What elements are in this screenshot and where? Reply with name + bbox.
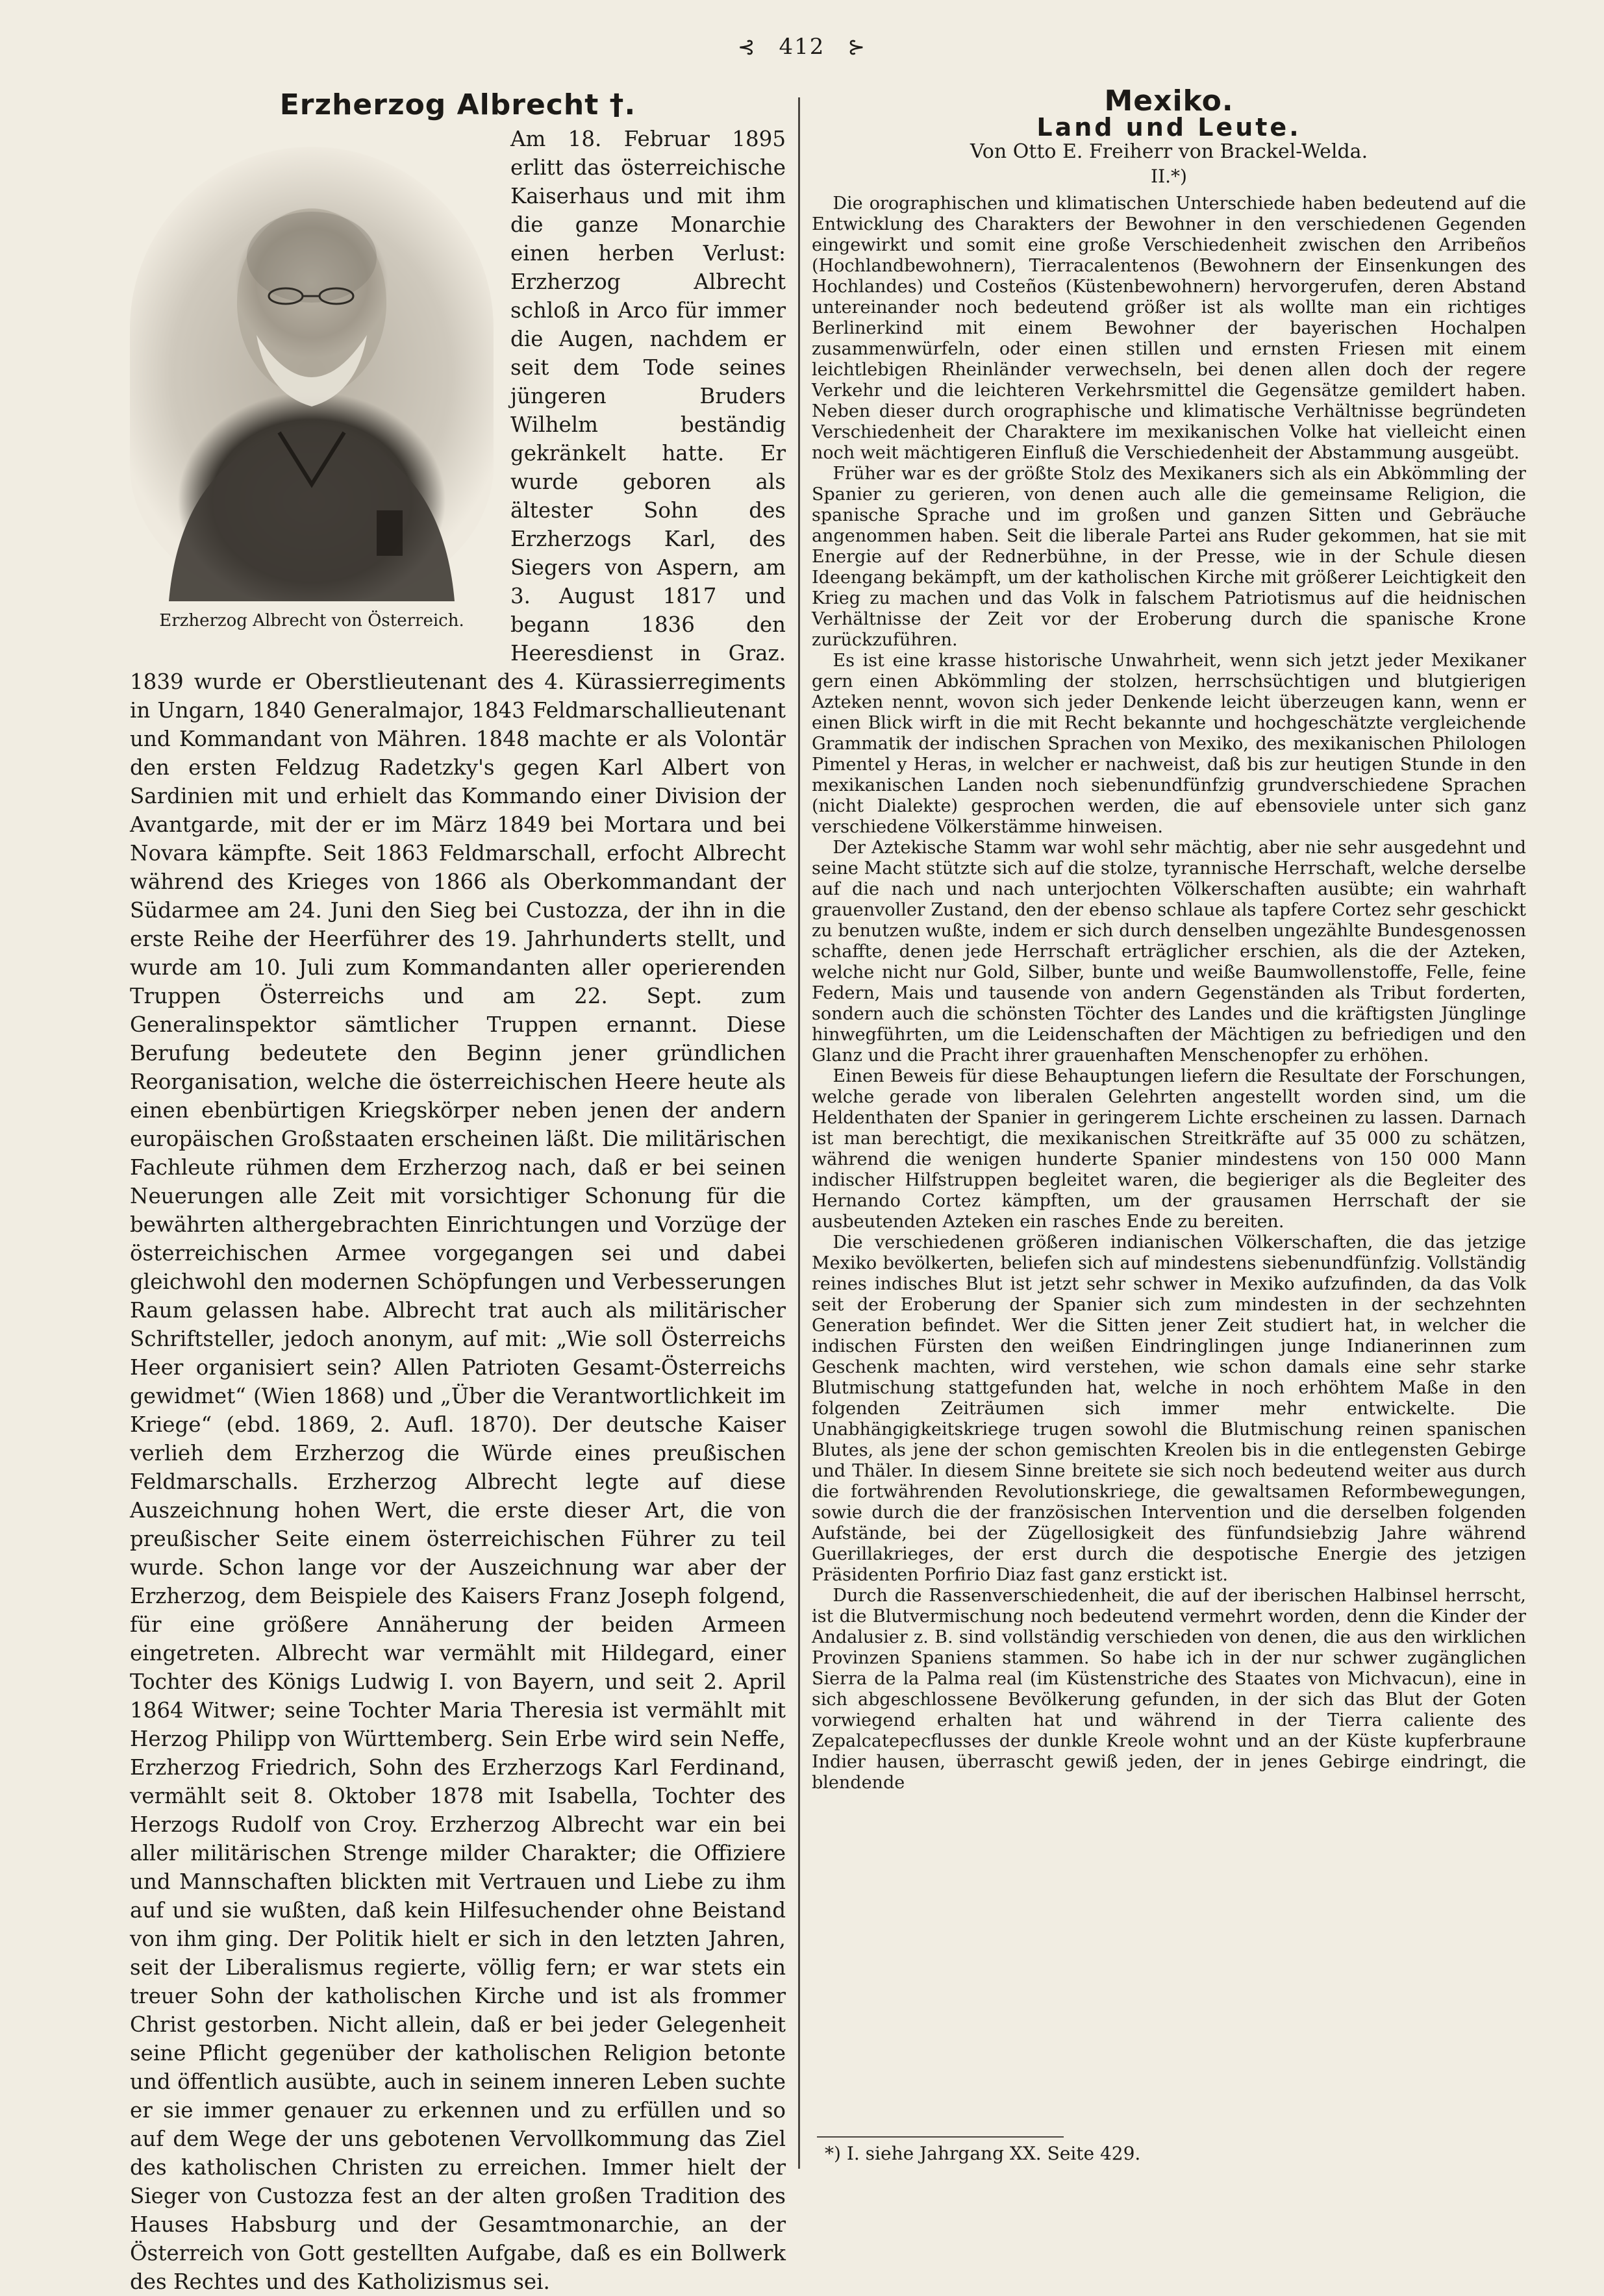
paragraph: Durch die Rassenverschiedenheit, die auf der iberischen Halbinsel herrscht, ist die Blutvermischung noch bedeutend vermehrt worden, denn die Kinder der Andalusier z. B. sind vollständig verschieden von denen, die aus den wirklichen Provinzen Spaniens stammen. So habe ich in der nur schwer zugänglichen Sierra de la Palma real (im Küstenstriche des Staates von Michvacun), eine in sich abgeschlossene Bevölkerung gefunden, in der sich das Blut der Goten vorwiegend erhalten hat und während in der Tierra caliente des Zepalcatepecflusses der dunkle Kreole wohnt und an der Küste kupferbraune Indier hausen, überrascht gewiß jeden, der in jenes Gebirge eindringt, die blendende xyxy=(812,1586,1526,1793)
paragraph: Die verschiedenen größeren indianischen Völkerschaften, die das jetzige Mexiko bevölkerten, beliefen sich auf mindestens siebenundfünfzig. Vollständig reines indisches Blut ist jetzt sehr schwer in Mexiko aufzufinden, da das Volk seit der Eroberung der Spanier sich zum mindesten in der sechzehnten Generation befindet. Wer die Sitten jener Zeit studiert hat, in welcher die indischen Fürsten den weißen Eindringlingen junge Indianerinnen zum Geschenk machten, wird verstehen, wie schon damals eine sehr starke Blutmischung stattgefunden hat, welche in noch erhöhtem Maße in den folgenden Zeiträumen sich immer mehr entwickelte. Die Unabhängigkeitskriege trugen sowohl die Blutmischung reinen spanischen Blutes, als jene der schon gemischten Kreolen bis in die entlegensten Gebirge und Thäler. In diesem Sinne breitete sie sich noch bedeutend weiter aus durch die fortwährenden Revolutionskriege, die gewaltsamen Reformbewegungen, sowie durch die der französischen Intervention und die derselben folgenden Aufstände, bei der Zügellosigkeit des fünfundsiebzig Jahre während Guerillakrieges, der erst durch die despotische Energie des jetzigen Präsidenten Porfirio Diaz fast ganz erstickt ist. xyxy=(812,1232,1526,1585)
paragraph: Der Aztekische Stamm war wohl sehr mächtig, aber nie sehr ausgedehnt und seine Macht stützte sich auf die stolze, tyrannische Herrschaft, welche derselbe auf die nach und nach unterjochten Völkerschaften ausübte; ein wahrhaft grauenvoller Zustand, den der ebenso schlaue als tapfere Cortez sehr geschickt zu benutzen wußte, indem er sich durch denselben ungezählte Bundesgenossen schaffte, denen jede Herrschaft erträglicher erschien, als die der Azteken, welche nicht nur Gold, Silber, bunte und weiße Baumwollenstoffe, Felle, feine Federn, Mais und tausende von andern Gegenständen als Tribut forderten, sondern auch die schönsten Töchter des Landes und die kräftigsten Jünglinge hinwegführten, um die Leidenschaften der Mächtigen zu befriedigen und den Glanz und die Pracht ihrer grauenhaften Menschenopfer zu erhöhen. xyxy=(812,838,1526,1066)
paragraph: Früher war es der größte Stolz des Mexikaners sich als ein Abkömmling der Spanier zu gerieren, von denen auch alle die gemeinsame Religion, die spanische Sprache und im großen und ganzen Sitten und Gebräuche angenommen haben. Seit die liberale Partei ans Ruder gekommen, hat sie mit Energie auf der Rednerbühne, in der Presse, wie in der Schule diesen Ideengang bekämpft, um der katholischen Kirche mit größerer Leichtigkeit den Krieg zu machen und das Volk in falschem Patriotismus auf die heidnischen Verhältnisse der Zeit vor der Eroberung durch die spanische Krone zurückzuführen. xyxy=(812,464,1526,650)
page-number: 412 xyxy=(779,34,825,60)
portrait-image xyxy=(130,147,494,601)
ornament-right-icon: ⊱ xyxy=(847,34,867,59)
left-article-body: Am 18. Februar 1895 erlitt das österreichische Kaiserhaus und mit ihm die ganze Monarchie einen herben Verlust: Erzherzog Albrecht schloß in Arco für immer die Augen, nachdem er seit dem Tode seines jüngeren Bruders Wilhelm beständig gekränkelt hatte. Er wurde geboren als ältester Sohn des Erzherzogs Karl, des Siegers von Aspern, am 3. August 1817 und begann 1836 den Heeresdienst in Graz. 1839 wurde er Oberstlieutenant des 4. Kürassierregiments in Ungarn, 1840 Generalmajor, 1843 Feldmarschallieutenant und Kommandant von Mähren. 1848 machte er als Volontär den ersten Feldzug Radetzky's gegen Karl Albert von Sardinien mit und erhielt das Kommando einer Division der Avantgarde, mit der er im März 1849 bei Mortara und bei Novara kämpfte. Seit 1863 Feldmarschall, erfocht Albrecht während des Krieges von 1866 als Oberkommandant der Südarmee am 24. Juni den Sieg bei Custozza, der ihn in die erste Reihe der Heerführer des 19. Jahrhunderts stellt, und wurde am 10. Juli zum Kommandanten aller operierenden Truppen Österreichs und am 22. Sept. zum Generalinspektor sämtlicher Truppen ernannt. Diese Berufung bedeutete den Beginn jener gründlichen Reorganisation, welche die österreichischen Heere heute als einen ebenbürtigen Kriegskörper neben jenen der andern europäischen Großstaaten erscheinen läßt. Die militärischen Fachleute rühmen dem Erzherzog nach, daß er bei seinen Neuerungen alle Zeit mit vorsichtiger Schonung für die bewährten althergebrachten Einrichtungen und Vorzüge der österreichischen Armee vorgegangen sei und dabei gleichwohl den modernen Schöpfungen und Verbesserungen Raum gelassen habe. Albrecht trat auch als militärischer Schriftsteller, jedoch anonym, auf mit: „Wie soll Österreichs Heer organisiert sein? Allen Patrioten Gesamt-Österreichs gewidmet“ (Wien 1868) und „Über die Verantwortlichkeit im Kriege“ (ebd. 1869, 2. Aufl. 1870). Der deutsche Kaiser verlieh dem Erzherzog die Würde eines preußischen Feldmarschalls. Erzherzog Albrecht legte auf diese Auszeichnung hohen Wert, die erste dieser Art, die von preußischer Seite einem österreichischen Führer zu teil wurde. Schon lange vor der Auszeichnung war aber der Erzherzog, dem Beispiele des Kaisers Franz Joseph folgend, für eine größere Annäherung der beiden Armeen eingetreten. Albrecht war vermählt mit Hildegard, einer Tochter des Königs Ludwig I. von Bayern, und seit 2. April 1864 Witwer; seine Tochter Maria Theresia ist vermählt mit Herzog Philipp von Württemberg. Sein Erbe wird sein Neffe, Erzherzog Friedrich, Sohn des Erzherzogs Karl Ferdinand, vermählt seit 8. Oktober 1878 mit Isabella, Tochter des Herzogs Rudolf von Croy. Erzherzog Albrecht war ein bei aller militärischen Strenge milder Charakter; die Offiziere und Mannschaften blickten mit Vertrauen und Liebe zu ihm auf und sie wußten, daß kein Hilfesuchender ohne Beistand von ihm ging. Der Politik hielt er sich in den letzten Jahren, seit der Liberalismus regierte, völlig fern; er war stets ein treuer Sohn der katholischen Kirche und ist als frommer Christ gestorben. Nicht allein, daß er bei jeder Gelegenheit seine Pflicht gegenüber der katholischen Religion betonte und öffentlich ausübte, auch in seinem inneren Leben suchte er sie immer genauer zu erkennen und zu erfüllen und so auf dem Wege der uns gebotenen Vervollkommung das Ziel des katholischen Christen zu erreichen. Immer hielt der Sieger von Custozza fest an der alten großen Tradition des Hauses Habsburg und der Gesamtmonarchie, an der Österreich von Gott gestellten Aufgabe, daß es ein Bollwerk des Rechtes und des Katholizismus sei. xyxy=(130,127,786,2294)
paragraph: Einen Beweis für diese Behauptungen liefern die Resultate der Forschungen, welche gerade von liberalen Gelehrten angestellt worden sind, um die Heldenthaten der Spanier in geringerem Lichte erscheinen zu lassen. Darnach ist man berechtigt, die mexikanischen Streitkräfte auf 35 000 zu schätzen, während die wenigen hunderte Spanier mindestens von 150 000 Mann indischer Hilfstruppen begleitet waren, die begieriger als die Begleiter des Hernando Cortez kämpften, um der grausamen Herrschaft der sie ausbeutenden Azteken ein rasches Ende zu bereiten. xyxy=(812,1066,1526,1232)
left-article-title: Erzherzog Albrecht †. xyxy=(279,88,636,121)
paragraph: Die orographischen und klimatischen Unterschiede haben bedeutend auf die Entwicklung des Charakters der Bewohner in den verschiedenen Gegenden eingewirkt und somit eine große Verschiedenheit zwischen den Arribeños (Hochlandbewohnern), Tierracalentenos (Bewohnern der Einsenkungen des Hochlandes) und Costeños (Küstenbewohnern) hervorgerufen, deren Abstand untereinander noch bedeutend größer ist als wollte man ein richtiges Berlinerkind mit einem Bewohner der bayerischen Hochalpen zusammenwürfeln, oder einen stillen und ernsten Friesen mit einem leichtlebigen Rheinländer verwechseln, bei denen allen doch der regere Verkehr und die leichteren Verkehrsmittel die Gegensätze gemildert haben. Neben dieser durch orographische und klimatische Verhältnisse begründeten Verschiedenheit der Charaktere im mexikanischen Volke hat vielleicht einen noch weit mächtigeren Einfluß die Verschiedenheit der Abstammung ausgeübt. xyxy=(812,193,1526,463)
footnote: *) I. siehe Jahrgang XX. Seite 429. xyxy=(825,2143,1141,2164)
right-column xyxy=(812,84,1526,1793)
paragraph: Es ist eine krasse historische Unwahrheit, wenn sich jetzt jeder Mexikaner gern einen Abkömmling der stolzen, herrschsüchtigen und blutgierigen Azteken nennt, wovon sich jeder Denkende leicht überzeugen kann, wenn er einen Blick wirft in die mit Recht bekannte und hochgeschätzte vergleichende Grammatik der indischen Sprachen von Mexiko, des mexikanischen Philologen Pimentel y Heras, in welcher er nachweist, daß bis zur heutigen Stunde in den mexikanischen Landen noch siebenundfünfzig grundverschiedene Sprachen (nicht Dialekte) gesprochen werden, die auf ebensoviele unter sich ganz verschiedene Völkerstämme hinweisen. xyxy=(812,651,1526,837)
footnote-rule xyxy=(817,2136,1064,2138)
portrait-engraving-icon xyxy=(130,147,494,601)
portrait-figure xyxy=(130,147,494,635)
byline: Von Otto E. Freiherr von Brackel-Welda. xyxy=(970,140,1368,163)
part-number: II.*) xyxy=(1151,166,1187,187)
right-article-subtitle: Land und Leute. xyxy=(1036,113,1301,142)
ornament-left-icon: ⊰ xyxy=(737,34,757,59)
left-column xyxy=(130,88,786,2296)
column-divider xyxy=(798,97,800,2169)
page-header xyxy=(0,34,1604,60)
right-article-title: Mexiko. xyxy=(1104,84,1234,118)
portrait-caption: Erzherzog Albrecht von Österreich. xyxy=(159,611,464,630)
